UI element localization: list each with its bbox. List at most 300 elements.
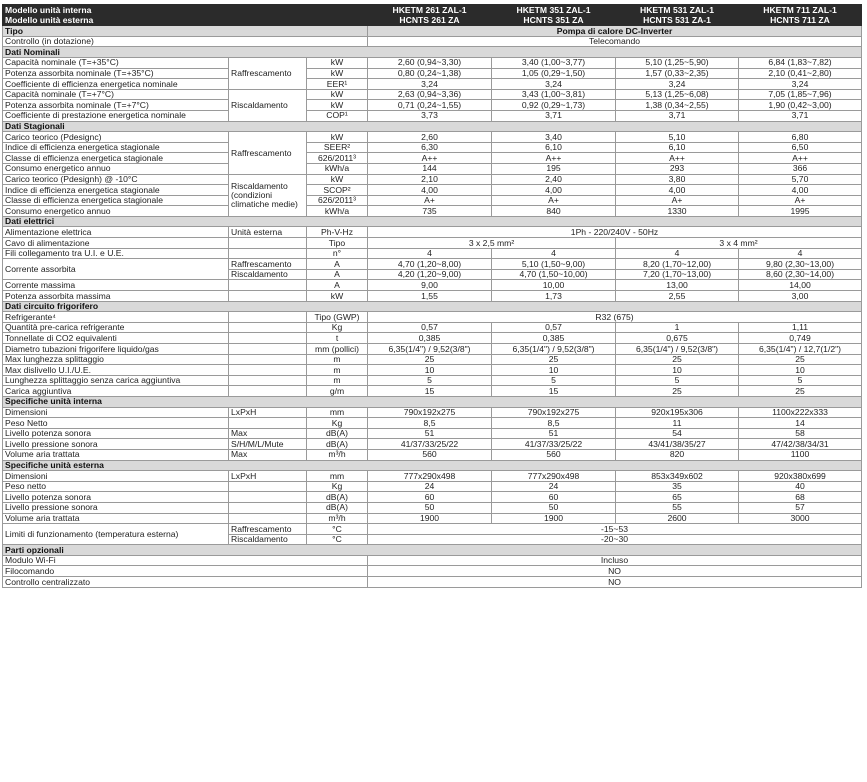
value-cell: 24	[492, 481, 616, 492]
value-cell: 25	[492, 354, 616, 365]
table-row	[3, 142, 862, 153]
value-cell: 1100	[739, 449, 862, 460]
row-label: Indice di efficienza energetica stagionale	[3, 142, 229, 153]
value-cell: 0,71 (0,24~1,55)	[368, 100, 492, 111]
value-cell: 0,675	[616, 333, 739, 344]
value-cell: 1995	[739, 206, 862, 217]
value-cell: 3000	[739, 513, 862, 524]
value-cell: 5	[492, 375, 616, 386]
value-cell: A+	[368, 195, 492, 206]
value-cell: 3,73	[368, 110, 492, 121]
unit-cell: n°	[307, 248, 368, 259]
section-title: Specifiche unità interna	[3, 396, 862, 407]
value-cell: 14,00	[739, 280, 862, 291]
outdoor-model-label: Modello unità esterna	[3, 15, 368, 26]
value-cell: 1,05 (0,29~1,50)	[492, 68, 616, 79]
value-cell: -15~53	[368, 524, 862, 535]
value-cell: 1,55	[368, 291, 492, 302]
unit-cell: m³/h	[307, 449, 368, 460]
value-cell: 7,05 (1,85~7,96)	[739, 89, 862, 100]
sub-label: Max	[229, 428, 307, 439]
value-cell: 2,10 (0,41~2,80)	[739, 68, 862, 79]
row-label: Classe di efficienza energetica stagionale	[3, 195, 229, 206]
row-label: Controllo centralizzato	[3, 577, 368, 588]
value-cell: 3,24	[368, 79, 492, 90]
mode-label: Raffrescamento	[229, 57, 307, 89]
table-row	[3, 471, 862, 482]
value-cell: 41/37/33/25/22	[492, 439, 616, 450]
unit-cell: Kg	[307, 481, 368, 492]
outdoor-model-name: HCNTS 261 ZA	[368, 15, 492, 26]
sub-label	[229, 365, 307, 376]
value-cell: 777x290x498	[368, 471, 492, 482]
row-label: Livello potenza sonora	[3, 428, 229, 439]
sub-label	[229, 248, 307, 259]
value-cell: 853x349x602	[616, 471, 739, 482]
value-cell: 6,35(1/4") / 9,52(3/8")	[492, 344, 616, 355]
value-cell: 0,57	[492, 322, 616, 333]
value-cell: 55	[616, 502, 739, 513]
row-label: Consumo energetico annuo	[3, 163, 229, 174]
value-cell: 1Ph - 220/240V - 50Hz	[368, 227, 862, 238]
value-cell: 11	[616, 418, 739, 429]
value-cell: 820	[616, 449, 739, 460]
value-cell: 5,70	[739, 174, 862, 185]
unit-cell: kW	[307, 291, 368, 302]
row-label: Alimentazione elettrica	[3, 227, 229, 238]
value-cell: 47/42/38/34/31	[739, 439, 862, 450]
value-cell: 6,35(1/4") / 12,7(1/2")	[739, 344, 862, 355]
table-row	[3, 577, 862, 588]
indoor-model-name: HKETM 261 ZAL-1	[368, 5, 492, 16]
table-row	[3, 513, 862, 524]
sub-label	[229, 354, 307, 365]
table-row	[3, 195, 862, 206]
value-cell: 5,10	[616, 132, 739, 143]
table-row	[3, 153, 862, 164]
row-label: Peso netto	[3, 481, 229, 492]
value-cell: 68	[739, 492, 862, 503]
value-cell: 0,385	[368, 333, 492, 344]
table-row	[3, 322, 862, 333]
value-cell: A+	[492, 195, 616, 206]
value-cell: 4	[739, 248, 862, 259]
row-label: Volume aria trattata	[3, 449, 229, 460]
sub-label: Unità esterna	[229, 227, 307, 238]
value-cell: 1,90 (0,42~3,00)	[739, 100, 862, 111]
value-cell: 0,385	[492, 333, 616, 344]
section-header-row	[3, 460, 862, 471]
value-cell: 1330	[616, 206, 739, 217]
table-row	[3, 36, 862, 47]
value-cell: 2,10	[368, 174, 492, 185]
row-label: Max dislivello U.I./U.E.	[3, 365, 229, 376]
value-cell: 51	[492, 428, 616, 439]
value-cell: 1,57 (0,33~2,35)	[616, 68, 739, 79]
value-cell: 777x290x498	[492, 471, 616, 482]
value-cell: 14	[739, 418, 862, 429]
sub-label	[229, 513, 307, 524]
value-cell: 43/41/38/35/27	[616, 439, 739, 450]
row-label: Carica aggiuntiva	[3, 386, 229, 397]
unit-cell: A	[307, 280, 368, 291]
sub-label	[229, 502, 307, 513]
indoor-model-label: Modello unità interna	[3, 5, 368, 16]
unit-cell: °C	[307, 534, 368, 545]
sub-label	[229, 418, 307, 429]
unit-cell: Tipo (GWP)	[307, 312, 368, 323]
table-row	[3, 386, 862, 397]
value-cell: -20~30	[368, 534, 862, 545]
row-label: Capacità nominale (T=+7°C)	[3, 89, 229, 100]
value-cell: 5,13 (1,25~6,08)	[616, 89, 739, 100]
unit-cell: mm (pollici)	[307, 344, 368, 355]
table-row	[3, 238, 862, 249]
row-label: Livello pressione sonora	[3, 439, 229, 450]
value-cell: 7,20 (1,70~13,00)	[616, 269, 739, 280]
value-cell: NO	[368, 566, 862, 577]
spec-table	[2, 4, 862, 588]
value-cell: A+	[616, 195, 739, 206]
table-row	[3, 481, 862, 492]
value-cell: 57	[739, 502, 862, 513]
row-label: Carico teorico (Pdesignh) @ -10°C	[3, 174, 229, 185]
tipo-label: Tipo	[3, 26, 368, 37]
value-cell: 8,5	[492, 418, 616, 429]
table-row	[3, 365, 862, 376]
unit-cell: 626/2011³	[307, 195, 368, 206]
table-row	[3, 428, 862, 439]
value-cell: A++	[739, 153, 862, 164]
value-cell: 790x192x275	[492, 407, 616, 418]
sub-label: LxPxH	[229, 471, 307, 482]
unit-cell: kW	[307, 57, 368, 68]
row-label: Filocomando	[3, 566, 368, 577]
value-cell: 60	[492, 492, 616, 503]
value-cell: 366	[739, 163, 862, 174]
unit-cell: kW	[307, 100, 368, 111]
indoor-model-name: HKETM 711 ZAL-1	[739, 5, 862, 16]
row-label: Refrigerante⁴	[3, 312, 229, 323]
value-cell: 1100x222x333	[739, 407, 862, 418]
unit-cell: mm	[307, 471, 368, 482]
value-cell: 3,71	[492, 110, 616, 121]
row-label: Coefficiente di prestazione energetica nominale	[3, 110, 229, 121]
value-cell: 5	[368, 375, 492, 386]
sub-label	[229, 333, 307, 344]
value-cell: 9,00	[368, 280, 492, 291]
row-label: Corrente massima	[3, 280, 229, 291]
value-cell: NO	[368, 577, 862, 588]
table-row	[3, 163, 862, 174]
table-row	[3, 79, 862, 90]
row-label: Peso Netto	[3, 418, 229, 429]
row-label: Dimensioni	[3, 471, 229, 482]
value-cell: 51	[368, 428, 492, 439]
table-row	[3, 555, 862, 566]
value-cell: 3,40	[492, 132, 616, 143]
value-cell: 4,70 (1,20~8,00)	[368, 259, 492, 270]
value-cell: 15	[492, 386, 616, 397]
section-title: Dati circuito frigorifero	[3, 301, 862, 312]
value-cell: 5,10 (1,50~9,00)	[492, 259, 616, 270]
section-header-row	[3, 26, 862, 37]
unit-cell: A	[307, 269, 368, 280]
value-cell: 1,73	[492, 291, 616, 302]
sub-label: Max	[229, 449, 307, 460]
sub-label	[229, 291, 307, 302]
row-label: Consumo energetico annuo	[3, 206, 229, 217]
value-cell: 4,00	[616, 185, 739, 196]
value-cell: 25	[739, 354, 862, 365]
row-label: Limiti di funzionamento (temperatura esterna)	[3, 524, 229, 545]
value-cell: 6,35(1/4") / 9,52(3/8")	[616, 344, 739, 355]
value-cell: 3,00	[739, 291, 862, 302]
value-cell: 25	[616, 354, 739, 365]
sub-label	[229, 322, 307, 333]
value-cell: 3,24	[616, 79, 739, 90]
table-row	[3, 291, 862, 302]
unit-cell: kW	[307, 174, 368, 185]
table-row	[3, 206, 862, 217]
row-label: Livello pressione sonora	[3, 502, 229, 513]
unit-cell: SCOP²	[307, 185, 368, 196]
unit-cell: kWh/a	[307, 206, 368, 217]
unit-cell: dB(A)	[307, 439, 368, 450]
section-header-row	[3, 47, 862, 58]
value-cell: 3,71	[616, 110, 739, 121]
outdoor-model-name: HCNTS 351 ZA	[492, 15, 616, 26]
table-row	[3, 354, 862, 365]
unit-cell: kW	[307, 68, 368, 79]
sub-label	[229, 481, 307, 492]
value-cell: 144	[368, 163, 492, 174]
unit-cell: EER¹	[307, 79, 368, 90]
row-label: Indice di efficienza energetica stagionale	[3, 185, 229, 196]
row-label: Livello potenza sonora	[3, 492, 229, 503]
row-label: Carico teorico (Pdesignc)	[3, 132, 229, 143]
unit-cell: kWh/a	[307, 163, 368, 174]
outdoor-model-name: HCNTS 531 ZA-1	[616, 15, 739, 26]
section-title: Parti opzionali	[3, 545, 862, 556]
section-title: Dati Stagionali	[3, 121, 862, 132]
unit-cell: m³/h	[307, 513, 368, 524]
value-cell: 560	[368, 449, 492, 460]
row-label: Classe di efficienza energetica stagionale	[3, 153, 229, 164]
value-cell: 0,749	[739, 333, 862, 344]
value-cell: 4,20 (1,20~9,00)	[368, 269, 492, 280]
value-cell: 13,00	[616, 280, 739, 291]
value-cell: A++	[616, 153, 739, 164]
sub-label	[229, 280, 307, 291]
table-row	[3, 57, 862, 68]
table-row	[3, 174, 862, 185]
sub-label	[229, 344, 307, 355]
value-cell: 840	[492, 206, 616, 217]
value-cell: 2,60	[368, 132, 492, 143]
value-cell: 8,5	[368, 418, 492, 429]
value-cell: 4,00	[492, 185, 616, 196]
table-row	[3, 418, 862, 429]
unit-cell: m	[307, 354, 368, 365]
value-cell: 920x195x306	[616, 407, 739, 418]
mode-label: Riscaldamento	[229, 269, 307, 280]
value-cell: 9,80 (2,30~13,00)	[739, 259, 862, 270]
value-cell: 920x380x699	[739, 471, 862, 482]
value-cell: Incluso	[368, 555, 862, 566]
sub-label	[229, 386, 307, 397]
section-header-row	[3, 216, 862, 227]
value-cell: 3,43 (1,00~3,81)	[492, 89, 616, 100]
unit-cell: dB(A)	[307, 502, 368, 513]
row-label: Potenza assorbita massima	[3, 291, 229, 302]
value-cell: 3,40 (1,00~3,77)	[492, 57, 616, 68]
value-cell: 735	[368, 206, 492, 217]
value-cell: 25	[368, 354, 492, 365]
row-label: Capacità nominale (T=+35°C)	[3, 57, 229, 68]
value-cell: 25	[739, 386, 862, 397]
value-cell: 40	[739, 481, 862, 492]
unit-cell: SEER²	[307, 142, 368, 153]
unit-cell: Ph-V-Hz	[307, 227, 368, 238]
value-cell: 15	[368, 386, 492, 397]
table-row	[3, 259, 862, 270]
unit-cell: mm	[307, 407, 368, 418]
value-cell: 2,60 (0,94~3,30)	[368, 57, 492, 68]
mode-label: Raffrescamento	[229, 132, 307, 174]
row-label: Cavo di alimentazione	[3, 238, 229, 249]
value-cell: 6,80	[739, 132, 862, 143]
value-cell: 24	[368, 481, 492, 492]
row-label: Potenza assorbita nominale (T=+35°C)	[3, 68, 229, 79]
table-row	[3, 449, 862, 460]
sub-label: S/H/M/L/Mute	[229, 439, 307, 450]
value-cell: 3,71	[739, 110, 862, 121]
value-cell: 3,24	[492, 79, 616, 90]
table-row	[3, 312, 862, 323]
unit-cell: m	[307, 375, 368, 386]
value-cell: 8,20 (1,70~12,00)	[616, 259, 739, 270]
table-row	[3, 248, 862, 259]
value-cell: 1,38 (0,34~2,55)	[616, 100, 739, 111]
value-cell: 10,00	[492, 280, 616, 291]
value-cell: 6,10	[492, 142, 616, 153]
unit-cell: Kg	[307, 322, 368, 333]
value-cell: 1,11	[739, 322, 862, 333]
table-row	[3, 502, 862, 513]
section-title: Dati Nominali	[3, 47, 862, 58]
table-row	[3, 185, 862, 196]
value-cell: A++	[492, 153, 616, 164]
table-row	[3, 68, 862, 79]
mode-label: Raffrescamento	[229, 259, 307, 270]
value-cell: 8,60 (2,30~14,00)	[739, 269, 862, 280]
value-cell: 4	[616, 248, 739, 259]
table-row	[3, 100, 862, 111]
sub-label	[229, 238, 307, 249]
mode-label: Riscaldamento	[229, 89, 307, 121]
value-cell: 3,80	[616, 174, 739, 185]
value-cell: 6,50	[739, 142, 862, 153]
value-cell: 790x192x275	[368, 407, 492, 418]
table-row	[3, 110, 862, 121]
row-label: Tonnellate di CO2 equivalenti	[3, 333, 229, 344]
unit-cell: kW	[307, 89, 368, 100]
sub-label	[229, 312, 307, 323]
row-label: Modulo Wi-Fi	[3, 555, 368, 566]
value-cell: R32 (675)	[368, 312, 862, 323]
value-cell: 1900	[492, 513, 616, 524]
value-cell: 3 x 2,5 mm²	[368, 238, 616, 249]
mode-label: Riscaldamento	[229, 534, 307, 545]
value-cell: 10	[368, 365, 492, 376]
value-cell: 560	[492, 449, 616, 460]
value-cell: 6,84 (1,83~7,82)	[739, 57, 862, 68]
value-cell: 4,70 (1,50~10,00)	[492, 269, 616, 280]
value-cell: 58	[739, 428, 862, 439]
row-label: Potenza assorbita nominale (T=+7°C)	[3, 100, 229, 111]
value-cell: 5,10 (1,25~5,90)	[616, 57, 739, 68]
row-label: Fili collegamento tra U.I. e U.E.	[3, 248, 229, 259]
value-cell: 4	[492, 248, 616, 259]
value-cell: 1	[616, 322, 739, 333]
table-row	[3, 280, 862, 291]
value-cell: 293	[616, 163, 739, 174]
row-label: Coefficiente di efficienza energetica nominale	[3, 79, 229, 90]
section-title: Specifiche unità esterna	[3, 460, 862, 471]
table-row	[3, 333, 862, 344]
sub-label: LxPxH	[229, 407, 307, 418]
value-cell: 5	[739, 375, 862, 386]
value-cell: 6,35(1/4") / 9,52(3/8")	[368, 344, 492, 355]
unit-cell: m	[307, 365, 368, 376]
value-cell: 195	[492, 163, 616, 174]
value-cell: 50	[492, 502, 616, 513]
outdoor-model-name: HCNTS 711 ZA	[739, 15, 862, 26]
value-cell: 65	[616, 492, 739, 503]
table-row	[3, 89, 862, 100]
value-cell: 50	[368, 502, 492, 513]
unit-cell: dB(A)	[307, 492, 368, 503]
unit-cell: kW	[307, 132, 368, 143]
unit-cell: t	[307, 333, 368, 344]
table-row	[3, 492, 862, 503]
mode-label: Riscaldamento (condizioni climatiche medie)	[229, 174, 307, 216]
unit-cell: dB(A)	[307, 428, 368, 439]
row-label: Volume aria trattata	[3, 513, 229, 524]
value-cell: A++	[368, 153, 492, 164]
table-row	[3, 132, 862, 143]
table-row	[3, 524, 862, 535]
value-cell: 60	[368, 492, 492, 503]
value-cell: 2,40	[492, 174, 616, 185]
value-cell: 0,92 (0,29~1,73)	[492, 100, 616, 111]
value-cell: 25	[616, 386, 739, 397]
value-cell: 1900	[368, 513, 492, 524]
value-cell: 2600	[616, 513, 739, 524]
value-cell: 5	[616, 375, 739, 386]
row-label: Dimensioni	[3, 407, 229, 418]
value-cell: 4	[368, 248, 492, 259]
value-cell: 35	[616, 481, 739, 492]
unit-cell: A	[307, 259, 368, 270]
model-header-row	[3, 15, 862, 26]
controllo-label: Controllo (in dotazione)	[3, 36, 368, 47]
value-cell: 2,55	[616, 291, 739, 302]
section-header-row	[3, 121, 862, 132]
value-cell: 6,10	[616, 142, 739, 153]
row-label: Max lunghezza splittaggio	[3, 354, 229, 365]
